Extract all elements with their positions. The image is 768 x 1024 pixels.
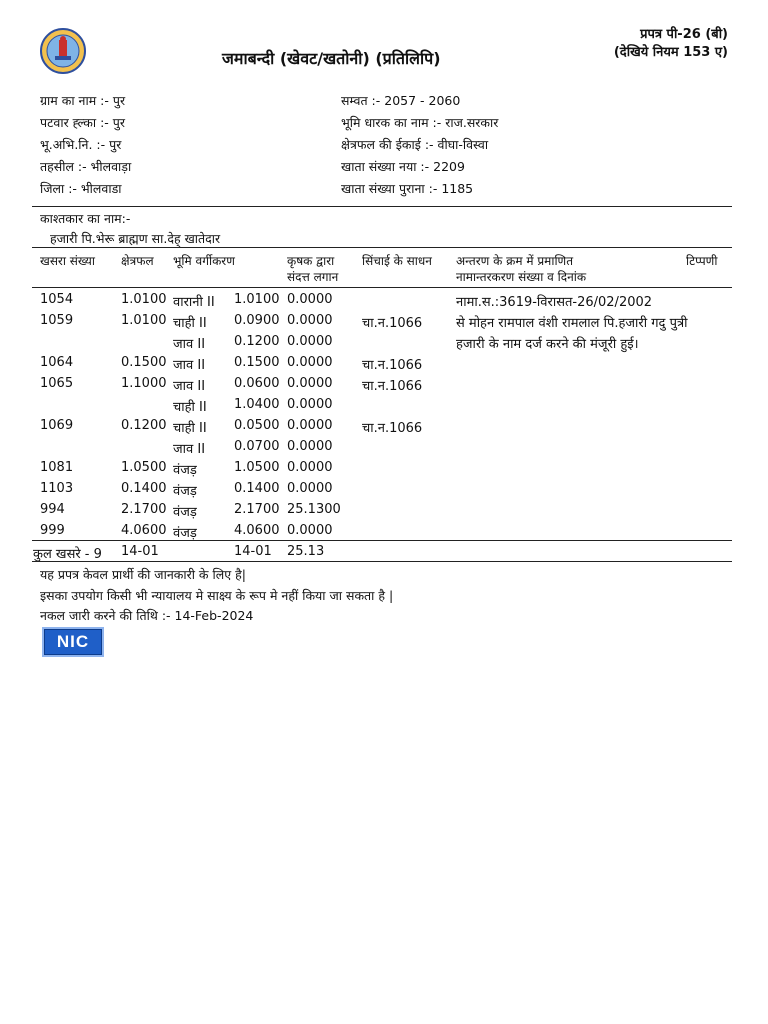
divider <box>32 247 732 248</box>
rent-cell: 0.0000 <box>287 355 333 370</box>
area-cell: 0.1200 <box>121 418 167 433</box>
khasra-cell: 1081 <box>40 460 74 475</box>
form-rule: (देखिये नियम 153 ए) <box>613 45 728 60</box>
class-area-cell: 1.0500 <box>234 460 280 475</box>
class-area-cell: 0.1400 <box>234 481 280 496</box>
irrigation-cell: चा.न.1066 <box>362 316 423 331</box>
divider <box>32 540 732 541</box>
header-irrigation: सिंचाई के साधन <box>362 254 432 268</box>
rent-cell: 0.0000 <box>287 481 333 496</box>
class-cell: वंजड़ <box>173 484 197 499</box>
form-number: प्रपत्र पी-26 (बी) <box>640 27 728 42</box>
rent-cell: 0.0000 <box>287 439 333 454</box>
rent-cell: 0.0000 <box>287 460 333 475</box>
disclaimer-note-1: यह प्रपत्र केवल प्रार्थी की जानकारी के लिए है| <box>40 567 246 582</box>
header-remarks: टिप्पणी <box>686 254 718 268</box>
rent-cell: 0.0000 <box>287 397 333 412</box>
class-area-cell: 0.0600 <box>234 376 280 391</box>
account-number-new: खाता संख्या नया :- 2209 <box>341 159 465 174</box>
issue-date: नकल जारी करने की तिथि :- 14-Feb-2024 <box>40 608 254 623</box>
cultivator-label: काश्तकार का नाम:- <box>40 211 131 226</box>
rent-cell: 0.0000 <box>287 418 333 433</box>
mutation-line: नामा.स.:3619-विरासत-26/02/2002 <box>456 295 653 310</box>
divider <box>32 206 732 207</box>
khasra-cell: 1054 <box>40 292 74 307</box>
class-area-cell: 0.0900 <box>234 313 280 328</box>
area-cell: 1.0100 <box>121 313 167 328</box>
khasra-cell: 999 <box>40 523 65 538</box>
account-number-old: खाता संख्या पुराना :- 1185 <box>341 181 474 196</box>
header-rent-line2: संदत्त लगान <box>287 270 339 284</box>
irrigation-cell: चा.न.1066 <box>362 379 423 394</box>
patwar-circle: पटवार ह्ल्का :- पुर <box>40 115 125 130</box>
document-title: जमाबन्दी (खेवट/खतोनी) (प्रतिलिपि) <box>222 49 441 68</box>
form-number-block <box>614 26 728 62</box>
class-area-cell: 4.0600 <box>234 523 280 538</box>
class-cell: वंजड़ <box>173 463 197 478</box>
class-area-cell: 1.0100 <box>234 292 280 307</box>
class-cell: जाव II <box>173 442 206 457</box>
total-area: 14-01 <box>121 544 159 559</box>
samvat: सम्वत :- 2057 - 2060 <box>341 93 461 108</box>
khasra-cell: 1064 <box>40 355 74 370</box>
cultivator-name: हजारी पि.भेरू ब्राह्मण सा.देह् खातेदार <box>50 231 221 246</box>
total-rent: 25.13 <box>287 544 325 559</box>
khasra-cell: 1059 <box>40 313 74 328</box>
area-cell: 4.0600 <box>121 523 167 538</box>
class-area-cell: 2.1700 <box>234 502 280 517</box>
khasra-cell: 1103 <box>40 481 74 496</box>
header-land-class: भूमि वर्गीकरण <box>173 254 235 268</box>
area-cell: 2.1700 <box>121 502 167 517</box>
nic-logo: NIC <box>42 627 104 657</box>
area-unit: क्षेत्रफल की ईकाई :- वीघा-विस्वा <box>341 137 489 152</box>
area-cell: 0.1500 <box>121 355 167 370</box>
area-cell: 1.0100 <box>121 292 167 307</box>
class-cell: चाही II <box>173 421 207 436</box>
class-area-cell: 0.0700 <box>234 439 280 454</box>
area-cell: 1.0500 <box>121 460 167 475</box>
rent-cell: 0.0000 <box>287 523 333 538</box>
divider <box>32 561 732 562</box>
mutation-line: से मोहन रामपाल वंशी रामलाल पि.हजारी गदु पुत्री <box>456 316 688 331</box>
total-class-area: 14-01 <box>234 544 272 559</box>
irrigation-cell: चा.न.1066 <box>362 358 423 373</box>
header-rent-line1: कृषक द्वारा <box>287 254 335 268</box>
class-cell: वारानी II <box>173 295 215 310</box>
class-area-cell: 0.1200 <box>234 334 280 349</box>
village-name: ग्राम का नाम :- पुर <box>40 93 126 108</box>
class-area-cell: 0.1500 <box>234 355 280 370</box>
class-area-cell: 1.0400 <box>234 397 280 412</box>
header-khasra: खसरा संख्या <box>40 254 95 268</box>
header-area: क्षेत्रफल <box>121 254 154 268</box>
land-holder-name: भूमि धारक का नाम :- राज.सरकार <box>341 115 499 130</box>
area-cell: 1.1000 <box>121 376 167 391</box>
rajasthan-emblem-icon <box>40 28 86 74</box>
disclaimer-note-2: इसका उपयोग किसी भी न्यायालय मे साक्ष्य के रूप मे नहीं किया जा सकता है | <box>40 588 394 603</box>
class-cell: वंजड़ <box>173 505 197 520</box>
area-cell: 0.1400 <box>121 481 167 496</box>
header-mutation-line1: अन्तरण के क्रम में प्रमाणित <box>456 254 574 268</box>
rent-cell: 0.0000 <box>287 376 333 391</box>
rent-cell: 0.0000 <box>287 313 333 328</box>
rent-cell: 25.1300 <box>287 502 341 517</box>
land-records-inspector: भू.अभि.नि. :- पुर <box>40 137 122 152</box>
header-mutation-line2: नामान्तरकरण संख्या व दिनांक <box>456 270 587 284</box>
district: जिला :- भीलवाडा <box>40 181 122 196</box>
rent-cell: 0.0000 <box>287 292 333 307</box>
class-cell: चाही II <box>173 316 207 331</box>
class-cell: जाव II <box>173 379 206 394</box>
class-cell: जाव II <box>173 337 206 352</box>
mutation-line: हजारी के नाम दर्ज करने की मंजूरी हुई। <box>456 337 639 352</box>
irrigation-cell: चा.न.1066 <box>362 421 423 436</box>
class-cell: वंजड़ <box>173 526 197 541</box>
class-cell: जाव II <box>173 358 206 373</box>
class-cell: चाही II <box>173 400 207 415</box>
khasra-cell: 994 <box>40 502 65 517</box>
tehsil: तहसील :- भीलवाड़ा <box>40 159 132 174</box>
divider <box>32 287 732 288</box>
total-khasra-count: कुल खसरे - 9 <box>33 547 102 562</box>
khasra-cell: 1065 <box>40 376 74 391</box>
class-area-cell: 0.0500 <box>234 418 280 433</box>
rent-cell: 0.0000 <box>287 334 333 349</box>
khasra-cell: 1069 <box>40 418 74 433</box>
